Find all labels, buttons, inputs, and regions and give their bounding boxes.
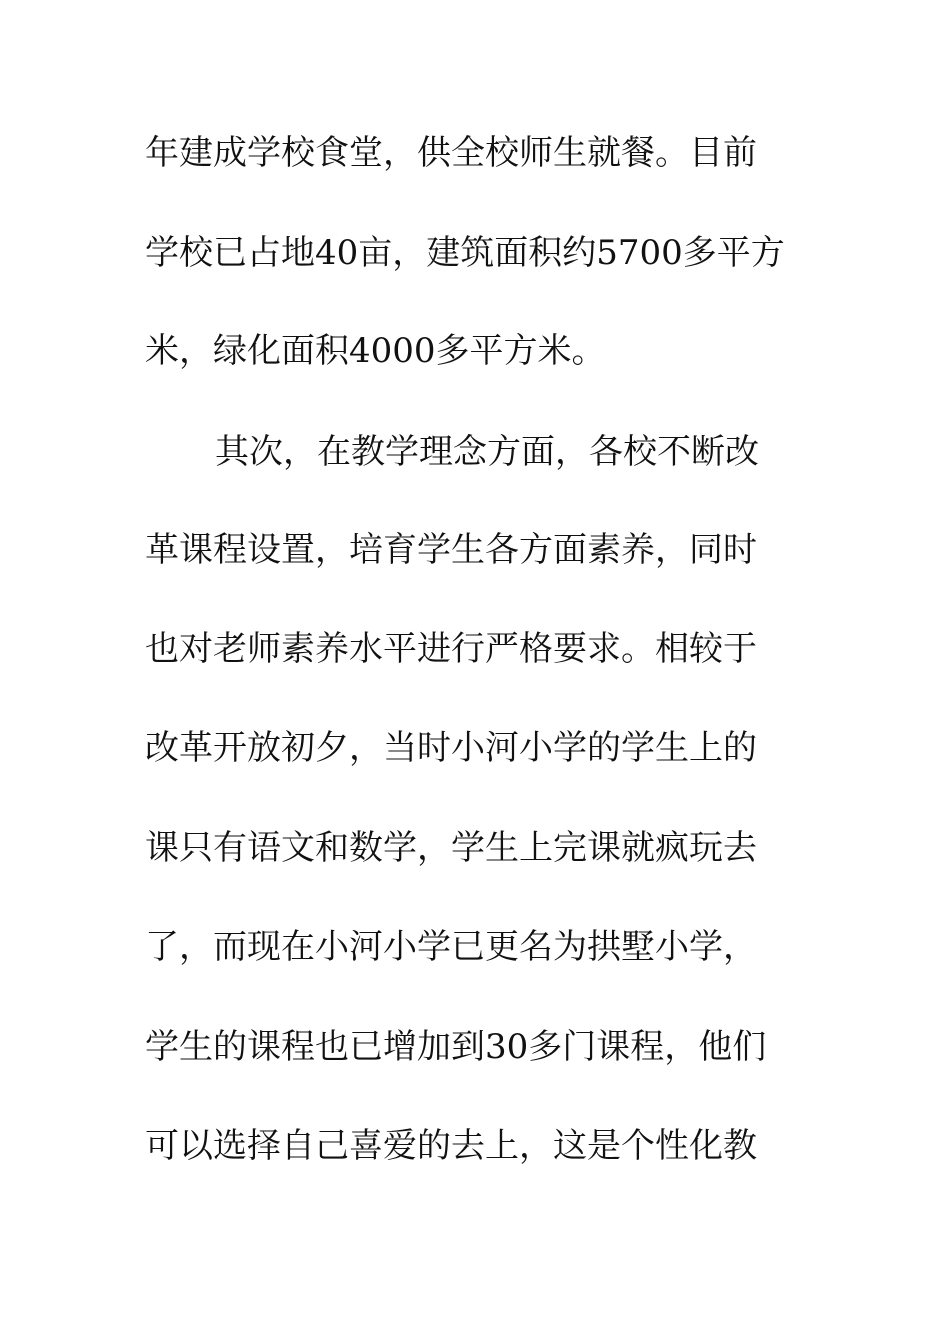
text-line: 革课程设置，培育学生各方面素养，同时 xyxy=(145,530,757,570)
text-line: 了，而现在小河小学已更名为拱墅小学， xyxy=(145,927,757,967)
text-line: 学生的课程也已增加到30多门课程，他们 xyxy=(145,1027,767,1067)
text-line: 可以选择自己喜爱的去上，这是个性化教 xyxy=(145,1126,757,1166)
text-line: 改革开放初夕，当时小河小学的学生上的 xyxy=(145,728,757,768)
text-line: 米，绿化面积4000多平方米。 xyxy=(145,331,606,371)
text-line: 学校已占地40亩，建筑面积约5700多平方 xyxy=(145,233,785,273)
paragraph-first-line: 其次，在教学理念方面，各校不断改 xyxy=(215,432,759,472)
text-line: 课只有语文和数学，学生上完课就疯玩去 xyxy=(145,828,757,868)
text-line: 年建成学校食堂，供全校师生就餐。目前 xyxy=(145,133,757,173)
text-line: 也对老师素养水平进行严格要求。相较于 xyxy=(145,629,757,669)
